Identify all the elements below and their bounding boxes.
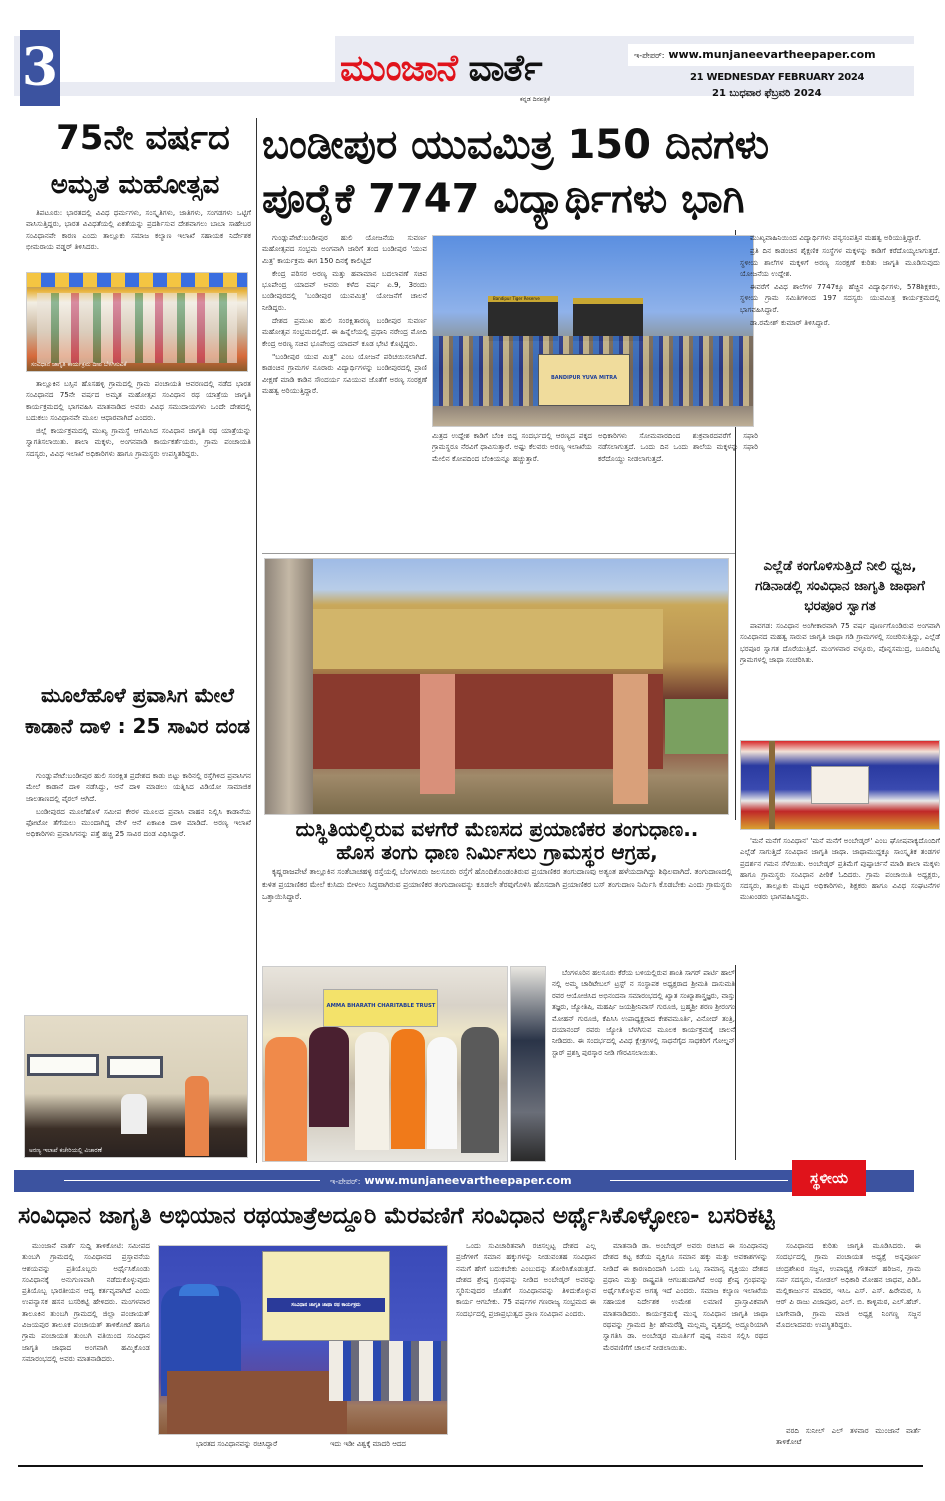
bus-shelter-headline-line2: ಹೊಸ ತಂಗು ಧಾಣ ನಿರ್ಮಿಸಲು ಗ್ರಾಮಸ್ಥರ ಆಗ್ರಹ, [336,840,658,864]
shelter-roof-wall [313,609,663,669]
fields [665,699,729,754]
left-headline-line1: 75ನೇ ವರ್ಷದ [56,118,230,158]
date-english: 21 WEDNESDAY FEBRUARY 2024 [690,72,865,83]
people-group [37,293,237,363]
main-headline-line1: ಬಂಡೀಪುರ ಯುವಮಿತ್ರ 150 ದಿನಗಳು [262,122,770,168]
decor-drapes [27,273,248,287]
trust-photo-edge [510,966,546,1162]
bus-sign: Bandipur Tiger Reserve [493,296,540,301]
main-col1-p3: ದೇಶದ ಪ್ರಮುಖ ಹುಲಿ ಸಂರಕ್ಷಿತಾರಣ್ಯ ಬಂಡೀಪುರ ಸುವರ್ಣ ಮಹೋತ್ಸವ ಸಂಭ್ರಮದಲ್ಲಿದೆ. ಈ ಹಿನ್ನೆಲೆಯಲ್ಲಿ ಪ್ರಧಾನಿ ನರೇಂದ್ರ ಮೋದಿ ಕೇಂದ್ರ ಅರಣ್ಯ ಸಚಿವ ಭೂಪೇಂದ್ರ ಯಾದವ್ ಕೂಡ ಭೇಟಿ ಕೊಟ್ಟಿದ್ದರು. [262,316,427,348]
strip-line-right [610,1180,788,1181]
elephant-attack-headline: ಮೂಲೆಹೊಳೆ ಪ್ರವಾಸಿಗ ಮೇಲೆ ಕಾಡಾನೆ ದಾಳಿ : 25 ಸಾವಿರ ದಂಡ [25,683,250,738]
jatha-stage-photo [740,740,940,830]
jatha-top-text: ಪಾವಗಡ: ಸಂವಿಧಾನ ಅಂಗೀಕಾರವಾಗಿ 75 ವರ್ಷ ಪೂರ್ಣಗೊಂಡಿರುವ ಅಂಗವಾಗಿ ಸಂವಿಧಾನದ ಮಹತ್ವ ಸಾರುವ ಜಾಗೃತಿ ಜಾಥಾ ಗಡಿ ಗ್ರಾಮಗಳಲ್ಲಿ ಸಂಚರಿಸುತ್ತಿದ್ದು, ಎಲ್ಲೆಡೆ ಭರಪೂರ ಸ್ವಾಗತ ದೊರೆಯುತ್ತಿದೆ. ಮಂಗಳವಾರ ವಳ್ಳೂರು, ಪೊನ್ನಸಮುದ್ರ, ಬೂದಿಬೆಟ್ಟ ಗ್ರಾಮಗಳಲ್ಲಿ ಜಾಥಾ ಸಂಚರಿಸಿತು. [740,621,940,664]
person-saree [265,1037,307,1162]
bottom-col1 [22,1240,150,1460]
podium [167,1371,347,1435]
strip-epaper-label: ಇ-ಪೇಪರ್: [330,1177,361,1186]
bottom-col3-text: ಮಾತನಾಡಿ ಡಾ. ಅಂಬೇಡ್ಕರ್ ಅವರು ರಚಿಸಿದ ಈ ಸಂವಿಧಾನವು ದೇಶದ ಕಟ್ಟ ಕಡೆಯ ವ್ಯಕ್ತಿಗೂ ಸಮಾನ ಹಕ್ಕು ಮತ್ತು ಅವಕಾಶಗಳನ್ನು ನೀಡಿದೆ ಈ ಕಾರಣದಿಂದಾಗಿ ಒಂದು ಒಬ್ಬ ಸಾಮಾನ್ಯ ವ್ಯಕ್ತಿಯು ದೇಶದ ಪ್ರಧಾನಿ ಮತ್ತು ರಾಷ್ಟ್ರಪತಿ ಆಗಬಹುದಾಗಿದೆ ಅಂಥ ಶ್ರೇಷ್ಠ ಗ್ರಂಥವನ್ನು ಅರ್ಥೈಸಿಕೊಳ್ಳುವ ಅಗತ್ಯ ಇದೆ ಎಂದರು. ಸಮಾಜ ಕಲ್ಯಾಣ ಇಲಾಖೆಯ ಸಹಾಯಕ ನಿರ್ದೇಶಕ ಉಮೇಶ ಲಮಾಣಿ ಪ್ರಾಸ್ತಾವಿಕವಾಗಿ ಮಾತನಾಡಿದರು. ಕಾರ್ಯಕ್ರಮಕ್ಕೆ ಮುನ್ನ ಸಂವಿಧಾನ ಜಾಗೃತಿ ಜಾಥಾ ರಥವನ್ನು ಗ್ರಾಮದ ಶ್ರೀ ಹೇಮರೆಡ್ಡಿ ಮಲ್ಲಮ್ಮ ವೃತ್ತದಲ್ಲಿ ಅದ್ದೂರಿಯಾಗಿ ಸ್ವಾಗತಿಸಿ ಡಾ. ಅಂಬೇಡ್ಕರ ಮೂರ್ತಿಗೆ ಪುಷ್ಪ ನಮನ ಸಲ್ಲಿಸಿ ರಥದ ಮೆರವಣಿಗೆಗೆ ಚಾಲನೆ ನೀಡಲಾಯಿತು. [603,1241,768,1352]
rathayatra-stage-photo [158,1245,448,1435]
left-body-p2: ಜಿಲ್ಲೆ ಕಾರ್ಯಕ್ರಮದಲ್ಲಿ ಮುಖ್ಯ ಗ್ರಾಮಸ್ಥೆ ಆಗಮಿಸಿದ ಸಂವಿಧಾನ ಜಾಗೃತಿ ರಥ ಯಾತ್ರೆಯನ್ನು ಸ್ವಾಗತಿಸಲಾಯಿತು. ಶಾಲಾ ಮಕ್ಕಳು, ಅಂಗನವಾಡಿ ಕಾರ್ಯಕರ್ತೆಯರು, ಗ್ರಾಮ ಪಂಚಾಯತಿ ಸದಸ್ಯರು, ವಿವಿಧ ಇಲಾಖೆ ಅಧಿಕಾರಿಗಳು ಹಾಗೂ ಗ್ರಾಮಸ್ಥರು ಉಪಸ್ಥಿತರಿದ್ದರು. [26,426,251,458]
left-lead [26,207,251,265]
left-body-p1: ತಾಲ್ಲೂಕಿನ ಬಸ್ಸಿನ ಹೊಸಹಳ್ಳಿ ಗ್ರಾಮದಲ್ಲಿ ಗ್ರಾಮ ಪಂಚಾಯತಿ ಆವರಣದಲ್ಲಿ ನಡೆದ ಭಾರತ ಸಂವಿಧಾನದ 75ನೇ ವರ್ಷದ ಅಮೃತ ಮಹೋತ್ಸವ ಸಂವಿಧಾನ ರಥ ಯಾತ್ರೆಯ ಜಾಗೃತಿ ಕಾರ್ಯಕ್ರಮದಲ್ಲಿ ಭಾಗವಹಿಸಿ ಮಾತನಾಡಿದ ಅವರು ವಿವಿಧ ಸಮುದಾಯಗಳು ಒಂದೇ ದೇಶದಲ್ಲಿ ಬದುಕಲು ಸಂವಿಧಾನವೇ ಮೂಲ ಆಧಾರವಾಗಿದೆ ಎಂದರು. [26,379,251,422]
ambedkar-banner [811,766,869,804]
strip-line-left [64,1180,320,1181]
person-grey-shirt [461,1027,499,1153]
event-photo-lamp-lighting [26,272,248,372]
epaper-url[interactable]: www.munjaneevartheepaper.com [668,48,876,61]
bottom-col4 [776,1240,921,1420]
column-rule [256,118,257,1163]
bottom-byline [776,1425,921,1455]
person-saffron [391,1029,425,1149]
person-jacket [309,1027,349,1127]
photo-label: ಸಂವಿಧಾನ ಜಾಗೃತಿ ಕಾರ್ಯಕ್ರಮ ದೀಪ ಬೆಳಗಿಸುವಿಕೆ [31,361,127,368]
main-col1-p4: "ಬಂಡೀಪುರ ಯುವ ಮಿತ್ರ" ಎಂಬ ಯೋಜನೆ ಪರಿಚಯಿಸಲಾಗಿದೆ. ಕಾಡಂಚಿನ ಗ್ರಾಮಗಳ ನೂರಾರು ವಿದ್ಯಾರ್ಥಿಗಳನ್ನು ಬಂಡೀಪುರದಲ್ಲಿ ಪ್ರಾಣಿ ವೀಕ್ಷಣೆ ಮಾಡಿ ಕಾಡಿನ ಸೌಂದರ್ಯ ಸವಿಯುವ ಜೊತೆಗೆ ಅರಣ್ಯ ಸಂರಕ್ಷಣೆ ಮಹತ್ವ ಅರಿಯುತ್ತಿದ್ದಾರೆ. [262,351,427,395]
person-white-dhoti [355,1032,389,1150]
shelter-interior [313,674,663,769]
jatha-bottom-text: 'ಮನೆ ಮನೆಗೆ ಸಂವಿಧಾನ' 'ಮನೆ ಮನೆಗೆ ಅಂಬೇಡ್ಕರ್' ಎಂಬ ಘೋಷವಾಕ್ಯದೊಂದಿಗೆ ಎಲ್ಲೆಡೆ ಸಾಗುತ್ತಿದೆ ಸಂವಿಧಾನ ಜಾಗೃತಿ ಜಾಥಾ. ಜಾಥಾಮುದ್ದಕ್ಕೂ ಸಾಂಸ್ಕೃತಿಕ ತಂಡಗಳ ಪ್ರದರ್ಶನ ಗಮನ ಸೆಳೆಯಿತು. ಅಂಬೇಡ್ಕರ್ ಪ್ರತಿಮೆಗೆ ಪುಷ್ಪಾರ್ಚನೆ ಮಾಡಿ ಶಾಲಾ ಮಕ್ಕಳು ಹಾಗೂ ಗ್ರಾಮಸ್ಥರು ಸಂವಿಧಾನ ಪೀಠಿಕೆ ಓದಿದರು. ಗ್ರಾಮ ಪಂಚಾಯಿತಿ ಅಧ್ಯಕ್ಷರು, ಸದಸ್ಯರು, ತಾಲ್ಲೂಕು ಮಟ್ಟದ ಅಧಿಕಾರಿಗಳು, ಶಿಕ್ಷಕರು ಹಾಗೂ ವಿವಿಧ ಸಂಘಟನೆಗಳ ಮುಖಂಡರು ಭಾಗವಹಿಸಿದ್ದರು. [740,836,940,902]
tree-trunk [265,559,313,815]
bus-right [573,298,643,341]
yuvamitra-group-photo [432,235,754,427]
bottom-col1-text: ಮುಂಜಾನೆ ವಾರ್ತೆ ಸುದ್ದಿ ತಾಳಿಕೋಟಿ: ಸಮೀಪದ ತುಂಬಗಿ ಗ್ರಾಮದಲ್ಲಿ ಸಂವಿಧಾನದ ಪ್ರಸ್ತಾವನೆಯ ಆಶಯವನ್ನು ಪ್ರತಿಯೊಬ್ಬರು ಅರ್ಥೈಸಿಕೊಂಡು ಸಂವಿಧಾನಕ್ಕೆ ಅನುಗುಣವಾಗಿ ನಡೆದುಕೊಳ್ಳುವುದು ಪ್ರತಿಯೊಬ್ಬ ಭಾರತೀಯನ ಆದ್ಯ ಕರ್ತವ್ಯವಾಗಿದೆ ಎಂದು ಉಪನ್ಯಾಸಕ ಹಸನ ಬಸರಿಕಟ್ಟಿ ಹೇಳಿದರು. ಮಂಗಳವಾರ ತಾಲೂಕಿನ ತುಂಬಗಿ ಗ್ರಾಮದಲ್ಲಿ ಜಿಲ್ಲಾ ಪಂಚಾಯತ್ ವಿಜಯಪುರ ತಾಲೂಕ ಪಂಚಾಯತ್ ತಾಳಿಕೋಟೆ ಹಾಗೂ ಗ್ರಾಮ ಪಂಚಾಯತ ತುಂಬಗಿ ವತಿಯಿಂದ ಸಂವಿಧಾನ ಜಾಗೃತಿ ಜಾಥಾದ ಅಂಗವಾಗಿ ಹಮ್ಮಿಕೊಂಡ ಸಮಾರಂಭದಲ್ಲಿ ಅವರು ಮಾತನಾಡಿದರು. [22,1241,150,1363]
pole [769,741,775,830]
left-headline-line2: ಅಮೃತ ಮಹೋತ್ಸವ [50,170,220,200]
elephant-body-p2: ಬಂಡೀಪುರದ ಮೂಲೆಹೊಳೆ ಸಮೀಪ ಕೇರಳ ಮೂಲದ ಪ್ರವಾಸಿ ವಾಹನ ನಿಲ್ಲಿಸಿ ಕಾಡಾನೆಯ ಫೋಟೋ ತೆಗೆಯಲು ಮುಂದಾಗಿದ್ದ ವೇಳೆ ಆನೆ ಏಕಾಏಕಿ ದಾಳಿ ಮಾಡಿದೆ. ಅರಣ್ಯ ಇಲಾಖೆ ಅಧಿಕಾರಿಗಳು ಪ್ರವಾಸಿಗನನ್ನು ಪತ್ತೆ ಹಚ್ಚಿ 25 ಸಾವಿರ ದಂಡ ವಿಧಿಸಿದ್ದಾರೆ. [26,806,251,839]
main-right-p2: ಪ್ರತಿ ದಿನ ಕಾಡಂಚಿನ ಶೈಕ್ಷಣಿಕ ಸಂಸ್ಥೆಗಳ ಮಕ್ಕಳನ್ನು ಕಾಡಿಗೆ ಕರೆದೊಯ್ಯಲಾಗುತ್ತದೆ. ಸ್ಥಳೀಯ ಶಾಲೆಗಳ ಮಕ್ಕಳಿಗೆ ಅರಣ್ಯ ಸಂರಕ್ಷಣೆ ಕುರಿತು ಜಾಗೃತಿ ಮೂಡಿಸುವುದು ಯೋಜನೆಯ ಉದ್ದೇಶ. [740,246,940,278]
bottom-col3 [603,1240,768,1460]
main-right-p4: ಡಾ.ರಮೇಶ್ ಕುಮಾರ್ ತಿಳಿಸಿದ್ದಾರೆ. [750,318,831,328]
photo-label: ಅರಣ್ಯ ಇಲಾಖೆ ಕಚೇರಿಯಲ್ಲಿ ವಿಚಾರಣೆ [29,1147,102,1154]
column-rule [735,965,736,1160]
epaper-label: ಇ-ಪೇಪರ್: [634,51,665,60]
person-white-shirt [427,1037,457,1149]
strip-epaper-link[interactable] [330,1171,572,1192]
trust-banner-text: AMMA BHARATH CHARITABLE TRUST [326,1003,436,1009]
logo-part1: ಮುಂಜಾನೆ [340,48,457,89]
date-kannada: 21 ಬುಧವಾರ ಫೆಬ್ರವರಿ 2024 [712,88,822,99]
bottom-col2 [456,1240,596,1455]
bus-left [488,296,558,341]
left-body [26,378,251,673]
logo-tagline: ಕನ್ನಡ ದಿನಪತ್ರಿಕೆ [520,96,551,103]
main-headline [262,118,942,226]
trust-story-text: ಬೆಂಗಳೂರಿನ ಹಲಸೂರು ಕೆರೆಯ ಬಳಿಯಲ್ಲಿರುವ ಶಾಂತಿ ಸಾಗರ್ ಪಾರ್ಟಿ ಹಾಲ್ ನಲ್ಲಿ ಅಮ್ಮ ಚಾರಿಟೇಬಲ್ ಟ್ರಸ್ಟ್ ನ ಸಂಸ್ಥಾಪಕ ಅಧ್ಯಕ್ಷರಾದ ಶ್ರೀಮತಿ ದಾಸುಮತಿ ರವರ ಆಯೋಜಿಸಿದ ಅಭಿನಂದನಾ ಸಮಾರಂಭದಲ್ಲಿ ಖ್ಯಾತ ಸಂಖ್ಯಾಶಾಸ್ತ್ರಜ್ಞರು, ವಾಸ್ತು ತಜ್ಞರು, ಜ್ಯೋತಿಷಿ, ಮಹರ್ಷಿ ಜಯಶ್ರೀನಿವಾಸ್ ಗುರೂಜಿ, ಬ್ರಹ್ಮಶ್ರೀ ಶರಣ ಶ್ರೀರಂಗಂ ಮೋಹನ್ ಗುರೂಜಿ, ಕೆಪಿಸಿಸಿ ಉಪಾಧ್ಯಕ್ಷರಾದ ಕೇಶವಮೂರ್ತಿ, ವಿನೋದ್ ತಂತ್ರಿ, ದಯಾನಂದ್ ರವರು ಜ್ಯೋತಿ ಬೆಳಗಿಸುವ ಮೂಲಕ ಕಾರ್ಯಕ್ರಮಕ್ಕೆ ಚಾಲನೆ ನೀಡಿದರು. ಈ ಸಂದರ್ಭದಲ್ಲಿ ವಿವಿಧ ಕ್ಷೇತ್ರಗಳಲ್ಲಿ ಸಾಧನೆಗೈದ ಸಾಧಕರಿಗೆ ಗೋಲ್ಡನ್ ಸ್ಟಾರ್ ಪ್ರಶಸ್ತಿ ಪುರಸ್ಕಾರ ನೀಡಿ ಗೌರವಿಸಲಾಯಿತು. [552,969,735,1057]
main-col1-p1: ಗುಂಡ್ಲುಪೇಟೆ:ಬಂಡೀಪುರ ಹುಲಿ ಯೋಜನೆಯ ಸುವರ್ಣ ಮಹೋತ್ಸವದ ಸಂಭ್ರಮ ಅಂಗವಾಗಿ ಜಾರಿಗೆ ತಂದ ಬಂಡೀಪುರ 'ಯುವ ಮಿತ್ರ' ಕಾರ್ಯಕ್ರಮ ಈಗ 150 ದಿನಕ್ಕೆ ಕಾಲಿಟ್ಟಿದೆ [262,233,427,265]
bus-shelter-headline-line1: ದುಸ್ಥಿತಿಯಲ್ಲಿರುವ ವಳಗೆರೆ ಮೆಣಸದ ಪ್ರಯಾಣಿಕರ ತಂಗುಧಾಣ.. [295,817,699,841]
bottom-photo-caption-left: ಭಾರತದ ಸಂವಿಧಾನವನ್ನು ರಚಿಸಿದ್ದಾರೆ [196,1440,278,1448]
page-number: 3 [20,30,60,106]
photo-caption-left: ಮಿತ್ರದ ಉದ್ದೇಶ ಕಾಡಿಗೆ ಬೆಂಕಿ ಬಿದ್ದ ಸಂದರ್ಭದಲ್ಲಿ ಆರಣ್ಯದ ಪಕ್ಕದ ಗ್ರಾಮಸ್ಥರೂ ನೆರವಿಗೆ ಧಾವಿಸುತ್ತಾರೆ. ಅಷ್ಟು ಕೆಲವರು ಅರಣ್ಯ ಇಲಾಖೆಯ ಮೇಲಿನ ಕೋಪದಿಂದ ಬೆಂಕಿಯನ್ನೂ ಹಚ್ಚುತ್ತಾರೆ. [432,431,592,463]
trust-story-body [552,968,735,1160]
seated-officer [121,1094,147,1134]
window [107,1056,163,1078]
seated-guests [329,1341,447,1401]
page-bottom-rule [18,1465,923,1467]
shelter-pillar [420,674,455,794]
section-label-local: ಸ್ಥಳೀಯ [792,1160,866,1196]
bus-shelter-body [262,866,732,961]
elephant-body-p1: ಗುಂಡ್ಲುಪೇಟೆ:ಬಂಡೀಪುರ ಹುಲಿ ಸಂರಕ್ಷಿತ ಪ್ರದೇಶದ ಕಾಡು ಬಿಟ್ಟು ಕಾರಿನಲ್ಲಿ ರಸ್ತೆಗಿಳಿದ ಪ್ರವಾಸಿಗನ ಮೇಲೆ ಕಾಡಾನೆ ದಾಳಿ ನಡೆಸಿದ್ದು, ಆನೆ ದಾಳಿ ಮಾಡಲು ಯತ್ನಿಸಿದ ವಿಡಿಯೋ ಸಾಮಾಜಿಕ ಜಾಲತಾಣದಲ್ಲಿ ವೈರಲ್ ಆಗಿದೆ. [26,771,251,803]
yuvamitra-banner: BANDIPUR YUVA MITRA [538,354,630,406]
bottom-headline: ಸಂವಿಧಾನ ಜಾಗೃತಿ ಅಭಿಯಾನ ರಥಯಾತ್ರೆಅದ್ದೂರಿ ಮೆರವಣಿಗೆ ಸಂವಿಧಾನ ಅರ್ಥೈಸಿಕೊಳ್ಳೋಣ- ಬಸರಿಕಟ್ಟಿ [18,1203,775,1229]
poster-banner: ಸಂವಿಧಾನ ಜಾಗೃತಿ ಜಾಥಾ ರಥ ಕಾರ್ಯಕ್ರಮ [267,1298,385,1312]
constitution-jatha-headline: ಎಲ್ಲೆಡೆ ಕಂಗೊಳಿಸುತ್ತಿದೆ ನೀಲಿ ಧ್ವಜ, ಗಡಿನಾಡಲ್ಲಿ ಸಂವಿಧಾನ ಜಾಗೃತಿ ಜಾಥಾಗೆ ಭರಪೂರ ಸ್ವಾಗತ [755,558,925,614]
constitution-jatha-body-top [740,620,940,740]
main-story-col-right [740,232,940,542]
bus-shelter-body-text: ಕೃಷ್ಣರಾಜಪೇಟೆ ತಾಲ್ಲೂಕಿನ ಸಂತೆಬಾಚಹಳ್ಳಿ ರಸ್ತೆಯಲ್ಲಿ ಬೆಂಗಳೂರು ಜಲಸೂರು ರಸ್ತೆಗೆ ಹೊಂದಿಕೊಂಡಂತಿರುವ ಪ್ರಯಾಣಿಕರ ತಂಗುದಾಣವು ಅತ್ಯಂತ ಹಳೆಯದಾಗಿದ್ದು ಶಿಥಿಲವಾಗಿದೆ. ತಂಗುದಾಣದಲ್ಲಿ ಕುಳಿತ ಪ್ರಯಾಣಿಕರ ಮೇಲೆ ಕುಸಿದು ಬೀಳಲು ಸಿದ್ಧವಾಗಿರುವ ಪ್ರಯಾಣಿಕರ ತಂಗುದಾಣವನ್ನು ಕೂಡಲೇ ತೆರವುಗೊಳಿಸಿ ಹೊಸದಾಗಿ ಪ್ರಯಾಣಿಕರ ಬಸ್ ತಂಗುದಾಣ ನಿರ್ಮಿಸಿ ಕೊಡಬೇಕು ಎಂದು ಗ್ರಾಮಸ್ಥರು ಒತ್ತಾಯಿಸಿದ್ದಾರೆ. [262,867,732,901]
main-col1-p2: ಕೇಂದ್ರ ಪರಿಸರ ಅರಣ್ಯ ಮತ್ತು ಹವಾಮಾನ ಬದಲಾವಣೆ ಸಚಿವ ಭೂಪೇಂದ್ರ ಯಾದವ್ ಅವರು ಕಳೆದ ವರ್ಷ ಏ.9, 3ರಂದು ಬಂಡೀಪುರದಲ್ಲಿ 'ಬಂಡೀಪುರ ಯುವಮಿತ್ರ' ಯೋಜನೆಗೆ ಚಾಲನೆ ನೀಡಿದ್ದರು. [262,268,427,312]
bus-shelter-photo [264,558,729,815]
masthead-white-panel [60,36,335,82]
bottom-photo-caption-right: ಇದು ಇಡೀ ವಿಶ್ವಕ್ಕೆ ಮಾದರಿ ಆದದ [330,1440,406,1448]
standing-person [185,1076,209,1156]
epaper-link[interactable] [628,44,914,66]
trust-event-photo [262,966,508,1162]
main-right-p1: ಮುಖ್ಯವಾಹಿನಿಯಿಂದ ವಿದ್ಯಾರ್ಥಿಗಳು ವನ್ಯಸಂಪತ್ತಿನ ಮಹತ್ವ ಅರಿಯುತ್ತಿದ್ದಾರೆ. [750,233,922,242]
bottom-col2-text: ಒಂದು ಸುವಿಚಾರಿತವಾಗಿ ರಚಿಸಲ್ಪಟ್ಟ ದೇಶದ ಎಲ್ಲ ಪ್ರಜೆಗಳಿಗೆ ಸಮಾನ ಹಕ್ಕುಗಳನ್ನು ನೀಡುವಂತಹ ಸಂವಿಧಾನ ನಮಗೆ ಹೇಗೆ ಬದುಕಬೇಕು ಎಂಬುದನ್ನು ತೋರಿಸಿಕೊಡುತ್ತದೆ. ದೇಶದ ಶ್ರೇಷ್ಠ ಗ್ರಂಥವನ್ನು ನೀಡಿದ ಅಂಬೇಡ್ಕರ್ ಅವರನ್ನು ಸ್ಮರಿಸುವುದರ ಜೊತೆಗೆ ಸಂವಿಧಾನವನ್ನು ತಿಳಿದುಕೊಳ್ಳುವ ಕಾರ್ಯ ಆಗಬೇಕು. 75 ವರ್ಷಗಳ ಗಣರಾಜ್ಯ ಸಂಭ್ರಮದ ಈ ಸಂದರ್ಭದಲ್ಲಿ ಪ್ರಜಾಪ್ರಭುತ್ವದ ಪ್ರಾಣ ಸಂವಿಧಾನ ಎಂದರು. [456,1241,596,1318]
forest-office-photo [24,1015,248,1158]
left-lead-text: ತಿಪಟೂರು: ಭಾರತದಲ್ಲಿ ವಿವಿಧ ಧರ್ಮಗಳು, ಸಂಸ್ಕೃತಿಗಳು, ಜಾತಿಗಳು, ಸಂಗಡಗಳು ಒಟ್ಟಿಗೆ ವಾಸಿಸುತ್ತಿದ್ದರು, ಭಾರತ ವಿವಿಧತೆಯಲ್ಲಿ ಏಕತೆಯನ್ನು ಪ್ರದರ್ಶಿಸುವ ದೇಶವಾಗಲು ಬಾಬಾ ಸಾಹೇಬರ ಸಂವಿಧಾನವೇ ಕಾರಣ ಎಂದು ತಾಲ್ಲೂಕು ಸಮಾಜ ಕಲ್ಯಾಣ ಇಲಾಖೆ ಸಹಾಯಕ ನಿರ್ದೇಶಕ ಭೀಮರಾಯ ವಡ್ಡರ್ ತಿಳಿಸಿದರು. [26,208,251,251]
constitution-jatha-body-bottom [740,835,940,1160]
shelter-pillar [613,674,648,804]
speaker-cap [179,1284,219,1296]
ambedkar-poster [262,1251,390,1341]
elephant-attack-body [26,770,251,1010]
bus-shelter-headline [262,818,732,864]
main-story-col1 [262,232,427,552]
strip-epaper-url[interactable]: www.munjaneevartheepaper.com [364,1174,572,1187]
newspaper-logo [340,48,542,98]
main-right-p3: ಈವರೆಗೆ ವಿವಿಧ ಶಾಲೆಗಳ 7747ಕ್ಕೂ ಹೆಚ್ಚಿನ ವಿದ್ಯಾರ್ಥಿಗಳು, 578ಶಿಕ್ಷಕರು, ಸ್ಥಳೀಯ ಗ್ರಾಮ ಸಮಿತಿಗಳಿಂದ 197 ಸದಸ್ಯರು ಯುವಮಿತ್ರ ಕಾರ್ಯಕ್ರಮದಲ್ಲಿ ಭಾಗವಹಿಸಿದ್ದಾರೆ. [740,282,940,314]
byline-text: ವರದಿ ಸುನೀಲ್ ಎಲ್ ತಳವಾರ ಮುಂಜಾನೆ ವಾರ್ತೆ ತಾಳಿಕೋಟೆ [776,1426,921,1447]
divider [262,553,735,554]
window [27,1054,99,1076]
photo-caption-right: ಅಧಿಕಾರಿಗಳು ಸೋಮವಾರದಿಂದ ಶುಕ್ರವಾರದವರೆಗೆ ಸಫಾರಿ ನಡೆಸಲಾಗುತ್ತದೆ. ಒಂದು ದಿನ ಒಂದು ಶಾಲೆಯ ಮಕ್ಕಳನ್ನು ಸಫಾರಿ ಕರೆದೊಯ್ದು ನೀಡಲಾಗುತ್ತದೆ. [598,431,758,463]
bottom-col4-text: ಸಂವಿಧಾನದ ಕುರಿತು ಜಾಗೃತಿ ಮೂಡಿಸಿದರು. ಈ ಸಂದರ್ಭದಲ್ಲಿ ಗ್ರಾಮ ಪಂಚಾಯತ ಅಧ್ಯಕ್ಷೆ ಅನ್ನಪೂರ್ಣ ಚಂದ್ರಶೇಖರ ಸಜ್ಜನ, ಉಪಾಧ್ಯಕ್ಷ ಗೌತಮ್ ಹರಿಜನ, ಗ್ರಾಮ ಸರ್ವ ಸದಸ್ಯರು, ನೋಡಲ್ ಅಧಿಕಾರಿ ಮೋಹನ ಜಾಧವ, ಪಿಡಿಓ ಮಲ್ಲಿಕಾರ್ಜುನ ಮಾದರ, ಇಸಿಒ ಎಸ್. ಎಸ್. ಹಿರೇಮಠ, ಸಿ ಆರ್ ಪಿ ರಾಜು ವಿಜಾಪೂರ, ಎಲ್. ಬಿ. ಕಾಳ್ಳಿಮಠ, ಎಲ್.ಹೆಚ್. ಬಾಗೇವಾಡಿ, ಗ್ರಾಮ ಮಾಜಿ ಅಧ್ಯಕ್ಷ ನಿಂಗಣ್ಣ ಸಜ್ಜನ ಮೊದಲಾದವರು ಉಪಸ್ಥಿತರಿದ್ದರು. [776,1241,921,1330]
logo-part2: ವಾರ್ತೆ [468,48,542,89]
main-headline-line2: ಪೂರೈಕೆ 7747 ವಿದ್ಯಾರ್ಥಿಗಳು ಭಾಗಿ [262,176,745,222]
